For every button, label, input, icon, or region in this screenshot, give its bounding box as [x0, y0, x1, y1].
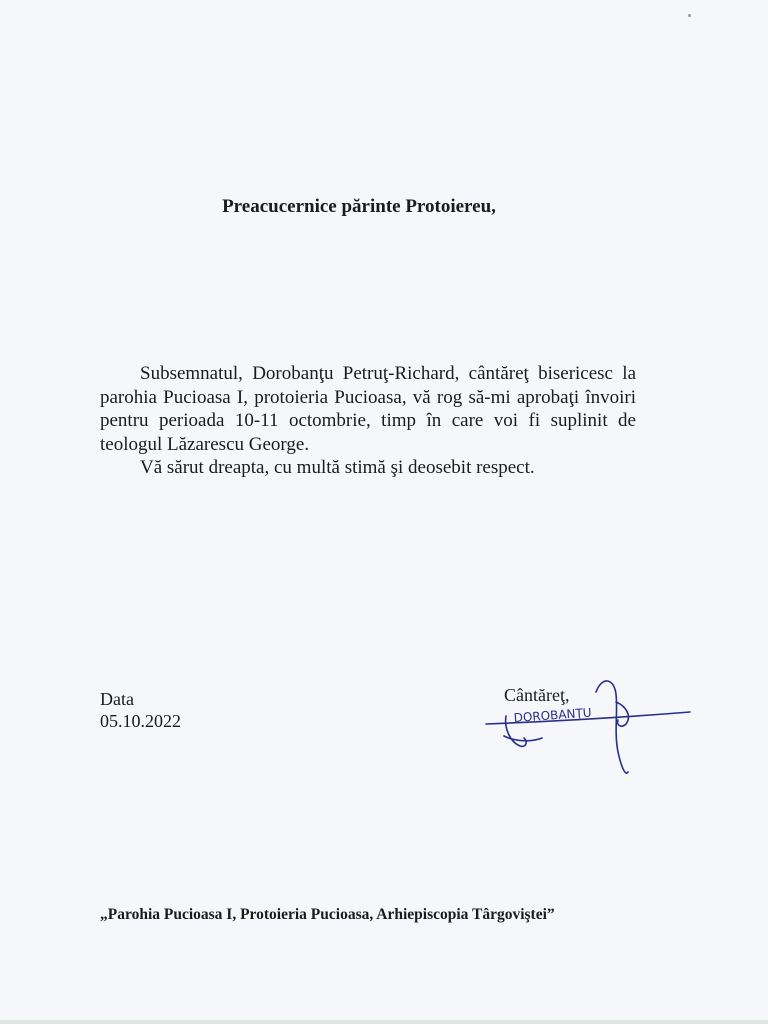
date-value: 05.10.2022: [100, 711, 181, 731]
signature-lettering: DOROBANŢU: [513, 705, 593, 725]
closing-paragraph: Vă sărut dreapta, cu multă stimă şi deosebit respect.: [140, 457, 535, 478]
handwritten-signature: [476, 672, 696, 782]
footer-line: „Parohia Pucioasa I, Protoieria Pucioasa, Arhiepiscopia Târgoviştei”: [100, 906, 555, 923]
letter-body: [100, 362, 636, 480]
date-label: Data: [100, 689, 134, 709]
request-paragraph: Subsemnatul, Dorobanţu Petruţ-Richard, cântăreţ bisericesc la parohia Pucioasa I, protoieria Pucioasa, vă rog să-mi aprobaţi învoiri pentru perioada 10-11 octombrie, timp în care voi fi suplinit de teologul Lăzarescu George.: [100, 363, 636, 455]
signer-label: Cântăreţ,: [504, 685, 570, 705]
scan-bottom-edge: [0, 1020, 768, 1024]
salutation-heading: Preacucernice părinte Protoiereu,: [222, 196, 496, 217]
signature-drawing: [476, 672, 696, 782]
date-block: [100, 688, 181, 732]
paper-speck: [688, 14, 691, 17]
